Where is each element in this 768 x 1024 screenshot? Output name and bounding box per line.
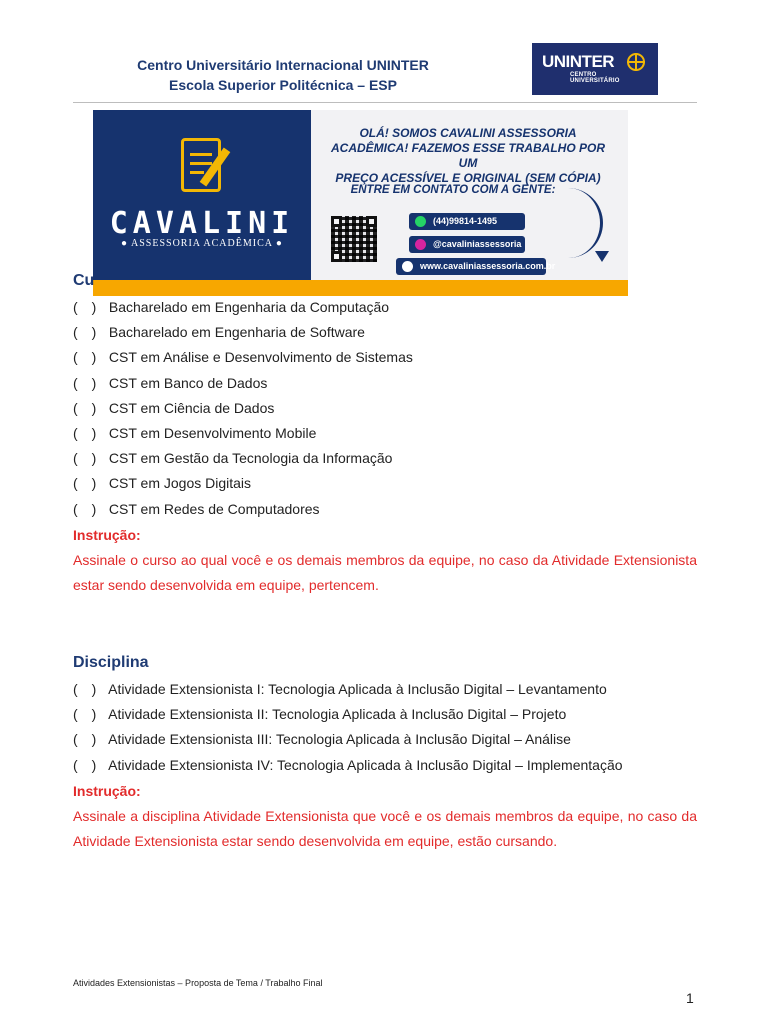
checkbox-mark[interactable]: ( ) [73, 324, 97, 341]
checkbox-option[interactable] [73, 425, 316, 441]
checkbox-mark[interactable]: ( ) [73, 500, 97, 517]
option-label: Atividade Extensionista II: Tecnologia Aplicada à Inclusão Digital – Projeto [108, 706, 567, 723]
ad-whatsapp[interactable]: (44)99814-1495 [409, 213, 525, 230]
logo-subtitle: CENTRO UNIVERSITÁRIO [570, 72, 620, 84]
page-footer: Atividades Extensionistas – Proposta de Tema / Trabalho Final [73, 978, 323, 988]
whatsapp-icon [415, 216, 426, 227]
option-label: CST em Gestão da Tecnologia da Informação [108, 450, 393, 467]
instagram-icon [415, 239, 426, 250]
advertisement-banner[interactable] [93, 110, 628, 296]
curso-instruction-text: Assinale o curso ao qual você e os demais membros da equipe, no caso da Atividade Extensionista estar sendo desenvolvida em equipe, pertencem. [73, 552, 697, 593]
option-label: CST em Análise e Desenvolvimento de Sistemas [108, 349, 413, 366]
checkbox-mark[interactable]: ( ) [73, 450, 97, 467]
disciplina-instruction-label: Instrução: [73, 783, 141, 799]
ad-brand-name: CAVALINI [109, 206, 295, 241]
ad-accent-bar [93, 280, 628, 296]
checkbox-mark[interactable]: ( ) [73, 349, 97, 366]
checkbox-option[interactable] [73, 681, 607, 697]
ad-website[interactable]: www.cavaliniassessoria.com.br [396, 258, 546, 275]
checkbox-option[interactable] [73, 375, 267, 391]
checkbox-option[interactable] [73, 349, 413, 365]
checkbox-mark[interactable]: ( ) [73, 299, 97, 315]
uninter-logo [532, 43, 658, 95]
ad-contact-title: ENTRE EM CONTATO COM A GENTE: [350, 184, 556, 196]
checkbox-mark[interactable]: ( ) [73, 374, 97, 391]
checkbox-mark[interactable]: ( ) [73, 756, 97, 773]
option-label: CST em Redes de Computadores [108, 500, 320, 517]
option-label: Bacharelado em Engenharia da Computação [108, 299, 390, 315]
option-label: CST em Jogos Digitais [108, 475, 252, 492]
checkbox-option[interactable] [73, 757, 623, 773]
option-label: Atividade Extensionista IV: Tecnologia Aplicada à Inclusão Digital – Implementação [108, 756, 623, 773]
disciplina-section-title: Disciplina [73, 654, 149, 671]
checkbox-option[interactable] [73, 731, 571, 747]
ad-headline: OLÁ! SOMOS CAVALINI ASSESSORIA ACADÊMICA! FAZEMOS ESSE TRABALHO POR UM PREÇO ACESSÍVEL E ORIGINAL (SEM CÓPIA) [330, 126, 605, 185]
ad-instagram[interactable]: @cavaliniassessoria [409, 236, 525, 253]
checkbox-option[interactable] [73, 501, 320, 517]
qr-code-icon [331, 216, 377, 262]
option-label: Bacharelado em Engenharia de Software [108, 324, 365, 341]
option-label: CST em Desenvolvimento Mobile [108, 425, 317, 441]
option-label: Atividade Extensionista I: Tecnologia Aplicada à Inclusão Digital – Levantamento [108, 681, 607, 697]
arrow-down-icon [563, 188, 603, 258]
checkbox-option[interactable] [73, 400, 274, 416]
checkbox-option[interactable] [73, 299, 389, 315]
school-name: Escola Superior Politécnica – ESP [169, 77, 397, 93]
header-divider [73, 102, 697, 103]
globe-icon [402, 261, 413, 272]
checkbox-mark[interactable]: ( ) [73, 706, 97, 723]
option-label: Atividade Extensionista III: Tecnologia Aplicada à Inclusão Digital – Análise [108, 731, 571, 748]
checkbox-option[interactable] [73, 324, 365, 340]
disciplina-instruction-text: Assinale a disciplina Atividade Extensionista que você e os demais membros da equipe, no caso da Atividade Extensionista estar sendo desenvolvida em equipe, estão cursando. [73, 808, 697, 849]
institution-name: Centro Universitário Internacional UNINTER [137, 57, 429, 73]
curso-instruction-label: Instrução: [73, 527, 141, 543]
ad-tagline: ● ASSESSORIA ACADÊMICA ● [121, 238, 283, 249]
checkbox-mark[interactable]: ( ) [73, 425, 97, 441]
checkbox-mark[interactable]: ( ) [73, 731, 97, 748]
checkbox-option[interactable] [73, 450, 392, 466]
option-label: CST em Banco de Dados [108, 374, 268, 391]
logo-text: UNINTER [542, 52, 615, 71]
checkbox-option[interactable] [73, 706, 566, 722]
checkbox-mark[interactable]: ( ) [73, 399, 97, 416]
curso-section-title: Cu [73, 272, 95, 289]
globe-icon [627, 53, 645, 71]
ad-brand-panel [93, 110, 311, 280]
checkbox-option[interactable] [73, 475, 251, 491]
checkbox-mark[interactable]: ( ) [73, 475, 97, 492]
checkbox-mark[interactable]: ( ) [73, 681, 97, 697]
page-number: 1 [686, 990, 694, 1006]
option-label: CST em Ciência de Dados [108, 399, 275, 416]
